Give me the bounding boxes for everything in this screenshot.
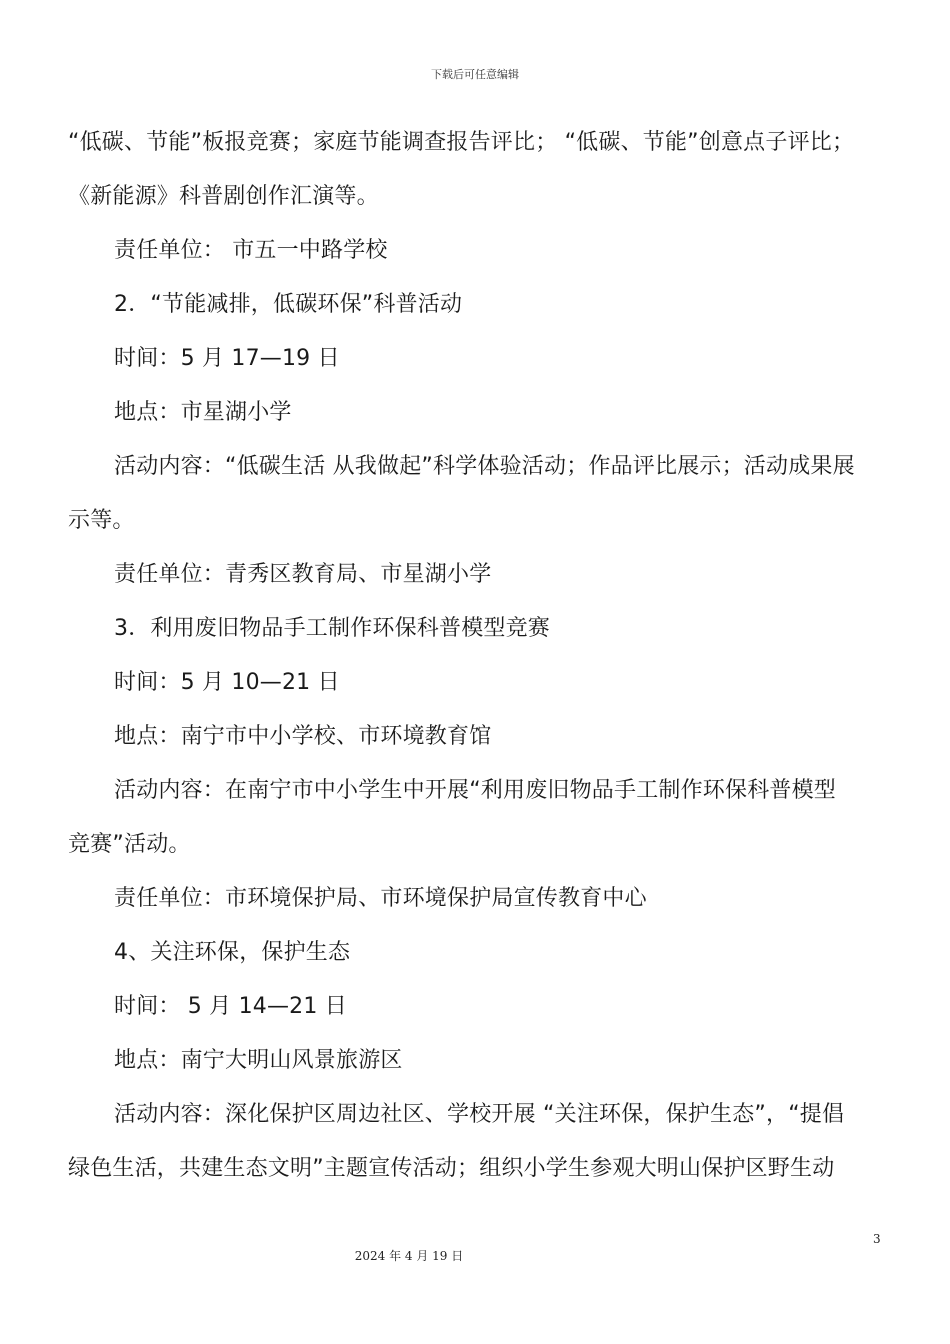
text-line: 4、关注环保，保护生态: [114, 940, 351, 965]
text-line: 活动内容：“低碳生活 从我做起”科学体验活动；作品评比展示；活动成果展: [114, 454, 855, 479]
text-line: 责任单位：市环境保护局、市环境保护局宣传教育中心: [114, 886, 647, 911]
text-line: 时间：5 月 10—21 日: [114, 670, 340, 695]
text-line: 示等。: [68, 508, 135, 533]
text-line: 时间： 5 月 14—21 日: [114, 994, 347, 1019]
footer-date: 2024 年 4 月 19 日: [354, 1249, 464, 1263]
text-line: 3．利用废旧物品手工制作环保科普模型竞赛: [114, 616, 550, 641]
text-line: 2．“节能减排，低碳环保”科普活动: [114, 292, 463, 317]
text-line: 地点：市星湖小学: [114, 400, 292, 425]
text-line: 《新能源》科普剧创作汇演等。: [68, 184, 379, 209]
text-line: 竞赛”活动。: [68, 832, 191, 857]
header-note: 下载后可任意编辑: [431, 68, 519, 81]
text-line: 活动内容：在南宁市中小学生中开展“利用废旧物品手工制作环保科普模型: [114, 778, 836, 803]
document-body: [68, 116, 882, 1196]
page-number: 3: [873, 1232, 881, 1246]
text-line: 绿色生活，共建生态文明”主题宣传活动；组织小学生参观大明山保护区野生动: [68, 1156, 835, 1181]
text-line: 活动内容：深化保护区周边社区、学校开展 “关注环保，保护生态”，“提倡: [114, 1102, 845, 1127]
text-line: 责任单位：青秀区教育局、市星湖小学: [114, 562, 492, 587]
text-line: 责任单位： 市五一中路学校: [114, 238, 388, 263]
text-line: 地点：南宁市中小学校、市环境教育馆: [114, 724, 492, 749]
text-line: 时间：5 月 17—19 日: [114, 346, 340, 371]
text-line: 地点：南宁大明山风景旅游区: [114, 1048, 403, 1073]
text-line: “低碳、节能”板报竞赛；家庭节能调查报告评比； “低碳、节能”创意点子评比；: [68, 130, 855, 155]
